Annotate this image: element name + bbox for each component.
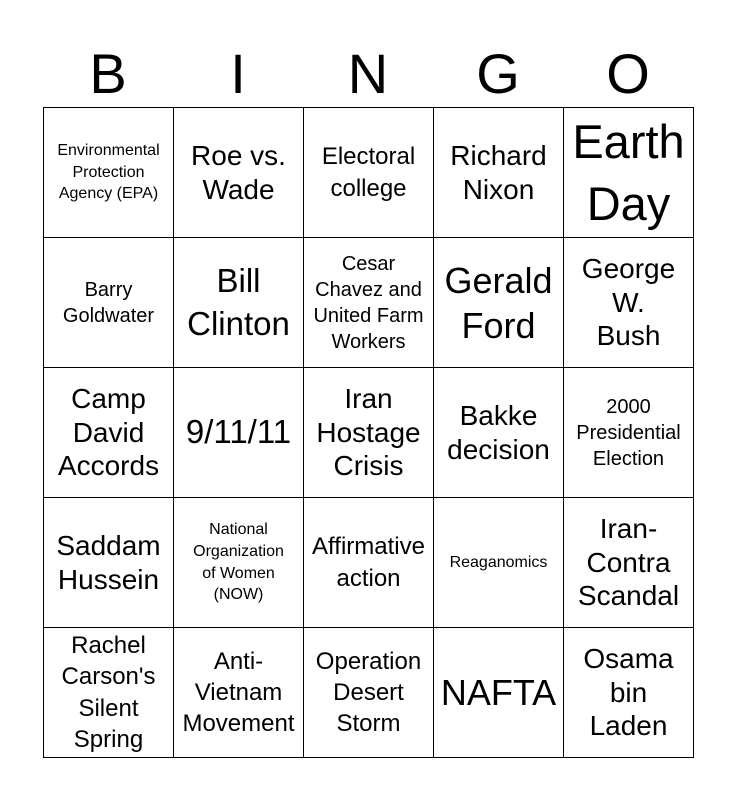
bingo-cell-r3-c3[interactable]: Reaganomics bbox=[434, 498, 564, 628]
bingo-cell-r0-c4[interactable]: Earth Day bbox=[564, 108, 694, 238]
bingo-cell-r4-c1[interactable]: Anti- Vietnam Movement bbox=[174, 628, 304, 758]
bingo-cell-r0-c2[interactable]: Electoral college bbox=[304, 108, 434, 238]
bingo-cell-r0-c3[interactable]: Richard Nixon bbox=[434, 108, 564, 238]
bingo-cell-r0-c1[interactable]: Roe vs. Wade bbox=[174, 108, 304, 238]
bingo-cell-r1-c0[interactable]: Barry Goldwater bbox=[44, 238, 174, 368]
bingo-cell-r1-c3[interactable]: Gerald Ford bbox=[434, 238, 564, 368]
header-letter-g: G bbox=[476, 42, 520, 105]
bingo-cell-r3-c0[interactable]: Saddam Hussein bbox=[44, 498, 174, 628]
bingo-header bbox=[43, 40, 693, 108]
bingo-cell-r2-c4[interactable]: 2000 Presidential Election bbox=[564, 368, 694, 498]
bingo-cell-r3-c1[interactable]: National Organization of Women (NOW) bbox=[174, 498, 304, 628]
bingo-grid bbox=[43, 107, 694, 758]
bingo-cell-r4-c4[interactable]: Osama bin Laden bbox=[564, 628, 694, 758]
bingo-cell-r4-c2[interactable]: Operation Desert Storm bbox=[304, 628, 434, 758]
bingo-cell-r4-c3[interactable]: NAFTA bbox=[434, 628, 564, 758]
bingo-cell-r1-c2[interactable]: Cesar Chavez and United Farm Workers bbox=[304, 238, 434, 368]
header-letter-n: N bbox=[347, 42, 389, 105]
bingo-cell-r3-c4[interactable]: Iran- Contra Scandal bbox=[564, 498, 694, 628]
header-letter-b: B bbox=[89, 42, 127, 105]
bingo-cell-r3-c2[interactable]: Affirmative action bbox=[304, 498, 434, 628]
bingo-cell-r2-c1[interactable]: 9/11/11 bbox=[174, 368, 304, 498]
header-letter-i: I bbox=[230, 42, 246, 105]
bingo-cell-r2-c2[interactable]: Iran Hostage Crisis bbox=[304, 368, 434, 498]
bingo-cell-r1-c1[interactable]: Bill Clinton bbox=[174, 238, 304, 368]
bingo-cell-r4-c0[interactable]: Rachel Carson's Silent Spring bbox=[44, 628, 174, 758]
bingo-cell-r2-c0[interactable]: Camp David Accords bbox=[44, 368, 174, 498]
bingo-cell-r2-c3[interactable]: Bakke decision bbox=[434, 368, 564, 498]
header-letter-o: O bbox=[606, 42, 650, 105]
bingo-cell-r0-c0[interactable]: Environmental Protection Agency (EPA) bbox=[44, 108, 174, 238]
bingo-cell-r1-c4[interactable]: George W. Bush bbox=[564, 238, 694, 368]
